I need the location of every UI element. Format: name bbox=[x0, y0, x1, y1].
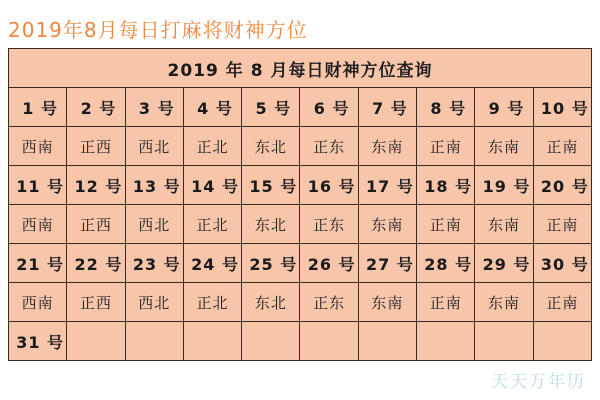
direction-cell: 正南 bbox=[417, 127, 475, 166]
day-cell: 27 号 bbox=[358, 244, 416, 283]
day-cell: 5 号 bbox=[242, 88, 300, 127]
direction-cell: 正北 bbox=[183, 283, 241, 322]
direction-cell: 正北 bbox=[183, 127, 241, 166]
direction-cell: 东北 bbox=[242, 205, 300, 244]
day-cell: 30 号 bbox=[533, 244, 591, 283]
day-cell: 14 号 bbox=[183, 166, 241, 205]
direction-cell: 正西 bbox=[67, 127, 125, 166]
table-row bbox=[9, 205, 592, 244]
empty-cell bbox=[242, 322, 300, 361]
direction-cell: 正南 bbox=[533, 127, 591, 166]
table-row bbox=[9, 166, 592, 205]
day-cell: 17 号 bbox=[358, 166, 416, 205]
empty-cell bbox=[67, 322, 125, 361]
day-cell: 24 号 bbox=[183, 244, 241, 283]
direction-cell: 西北 bbox=[125, 283, 183, 322]
direction-cell: 东南 bbox=[475, 283, 533, 322]
day-cell: 31 号 bbox=[9, 322, 67, 361]
direction-cell: 东南 bbox=[475, 205, 533, 244]
day-cell: 9 号 bbox=[475, 88, 533, 127]
day-cell: 20 号 bbox=[533, 166, 591, 205]
direction-cell: 东南 bbox=[358, 127, 416, 166]
empty-cell bbox=[125, 322, 183, 361]
direction-cell: 东南 bbox=[358, 283, 416, 322]
direction-cell: 正东 bbox=[300, 205, 358, 244]
direction-cell: 西南 bbox=[9, 283, 67, 322]
empty-cell bbox=[417, 322, 475, 361]
day-cell: 1 号 bbox=[9, 88, 67, 127]
table-row bbox=[9, 283, 592, 322]
direction-cell: 正北 bbox=[183, 205, 241, 244]
direction-cell: 西北 bbox=[125, 127, 183, 166]
day-cell: 18 号 bbox=[417, 166, 475, 205]
page-title: 2019年8月每日打麻将财神方位 bbox=[8, 18, 308, 42]
direction-cell: 东南 bbox=[358, 205, 416, 244]
empty-cell bbox=[475, 322, 533, 361]
direction-cell: 东南 bbox=[475, 127, 533, 166]
empty-cell bbox=[300, 322, 358, 361]
direction-cell: 西北 bbox=[125, 205, 183, 244]
table-row bbox=[9, 127, 592, 166]
day-cell: 6 号 bbox=[300, 88, 358, 127]
table-row bbox=[9, 322, 592, 361]
table-title: 2019 年 8 月每日财神方位查询 bbox=[9, 49, 592, 88]
day-cell: 23 号 bbox=[125, 244, 183, 283]
day-cell: 21 号 bbox=[9, 244, 67, 283]
day-cell: 13 号 bbox=[125, 166, 183, 205]
direction-cell: 西南 bbox=[9, 205, 67, 244]
day-cell: 3 号 bbox=[125, 88, 183, 127]
table-row bbox=[9, 244, 592, 283]
table-row bbox=[9, 88, 592, 127]
direction-cell: 正南 bbox=[533, 283, 591, 322]
day-cell: 19 号 bbox=[475, 166, 533, 205]
direction-cell: 东北 bbox=[242, 283, 300, 322]
direction-cell: 正东 bbox=[300, 127, 358, 166]
direction-cell: 正西 bbox=[67, 283, 125, 322]
day-cell: 8 号 bbox=[417, 88, 475, 127]
empty-cell bbox=[533, 322, 591, 361]
direction-cell: 正南 bbox=[417, 283, 475, 322]
day-cell: 4 号 bbox=[183, 88, 241, 127]
day-cell: 28 号 bbox=[417, 244, 475, 283]
empty-cell bbox=[358, 322, 416, 361]
day-cell: 11 号 bbox=[9, 166, 67, 205]
day-cell: 16 号 bbox=[300, 166, 358, 205]
direction-cell: 正南 bbox=[533, 205, 591, 244]
day-cell: 15 号 bbox=[242, 166, 300, 205]
fortune-direction-table bbox=[8, 48, 592, 361]
direction-cell: 正东 bbox=[300, 283, 358, 322]
day-cell: 10 号 bbox=[533, 88, 591, 127]
direction-cell: 正南 bbox=[417, 205, 475, 244]
direction-cell: 西南 bbox=[9, 127, 67, 166]
day-cell: 26 号 bbox=[300, 244, 358, 283]
day-cell: 25 号 bbox=[242, 244, 300, 283]
day-cell: 2 号 bbox=[67, 88, 125, 127]
day-cell: 12 号 bbox=[67, 166, 125, 205]
day-cell: 29 号 bbox=[475, 244, 533, 283]
fortune-direction-table-wrap bbox=[8, 48, 592, 361]
direction-cell: 正西 bbox=[67, 205, 125, 244]
watermark: 天天万年历 bbox=[491, 372, 586, 392]
table-title-row bbox=[9, 49, 592, 88]
day-cell: 7 号 bbox=[358, 88, 416, 127]
empty-cell bbox=[183, 322, 241, 361]
direction-cell: 东北 bbox=[242, 127, 300, 166]
day-cell: 22 号 bbox=[67, 244, 125, 283]
